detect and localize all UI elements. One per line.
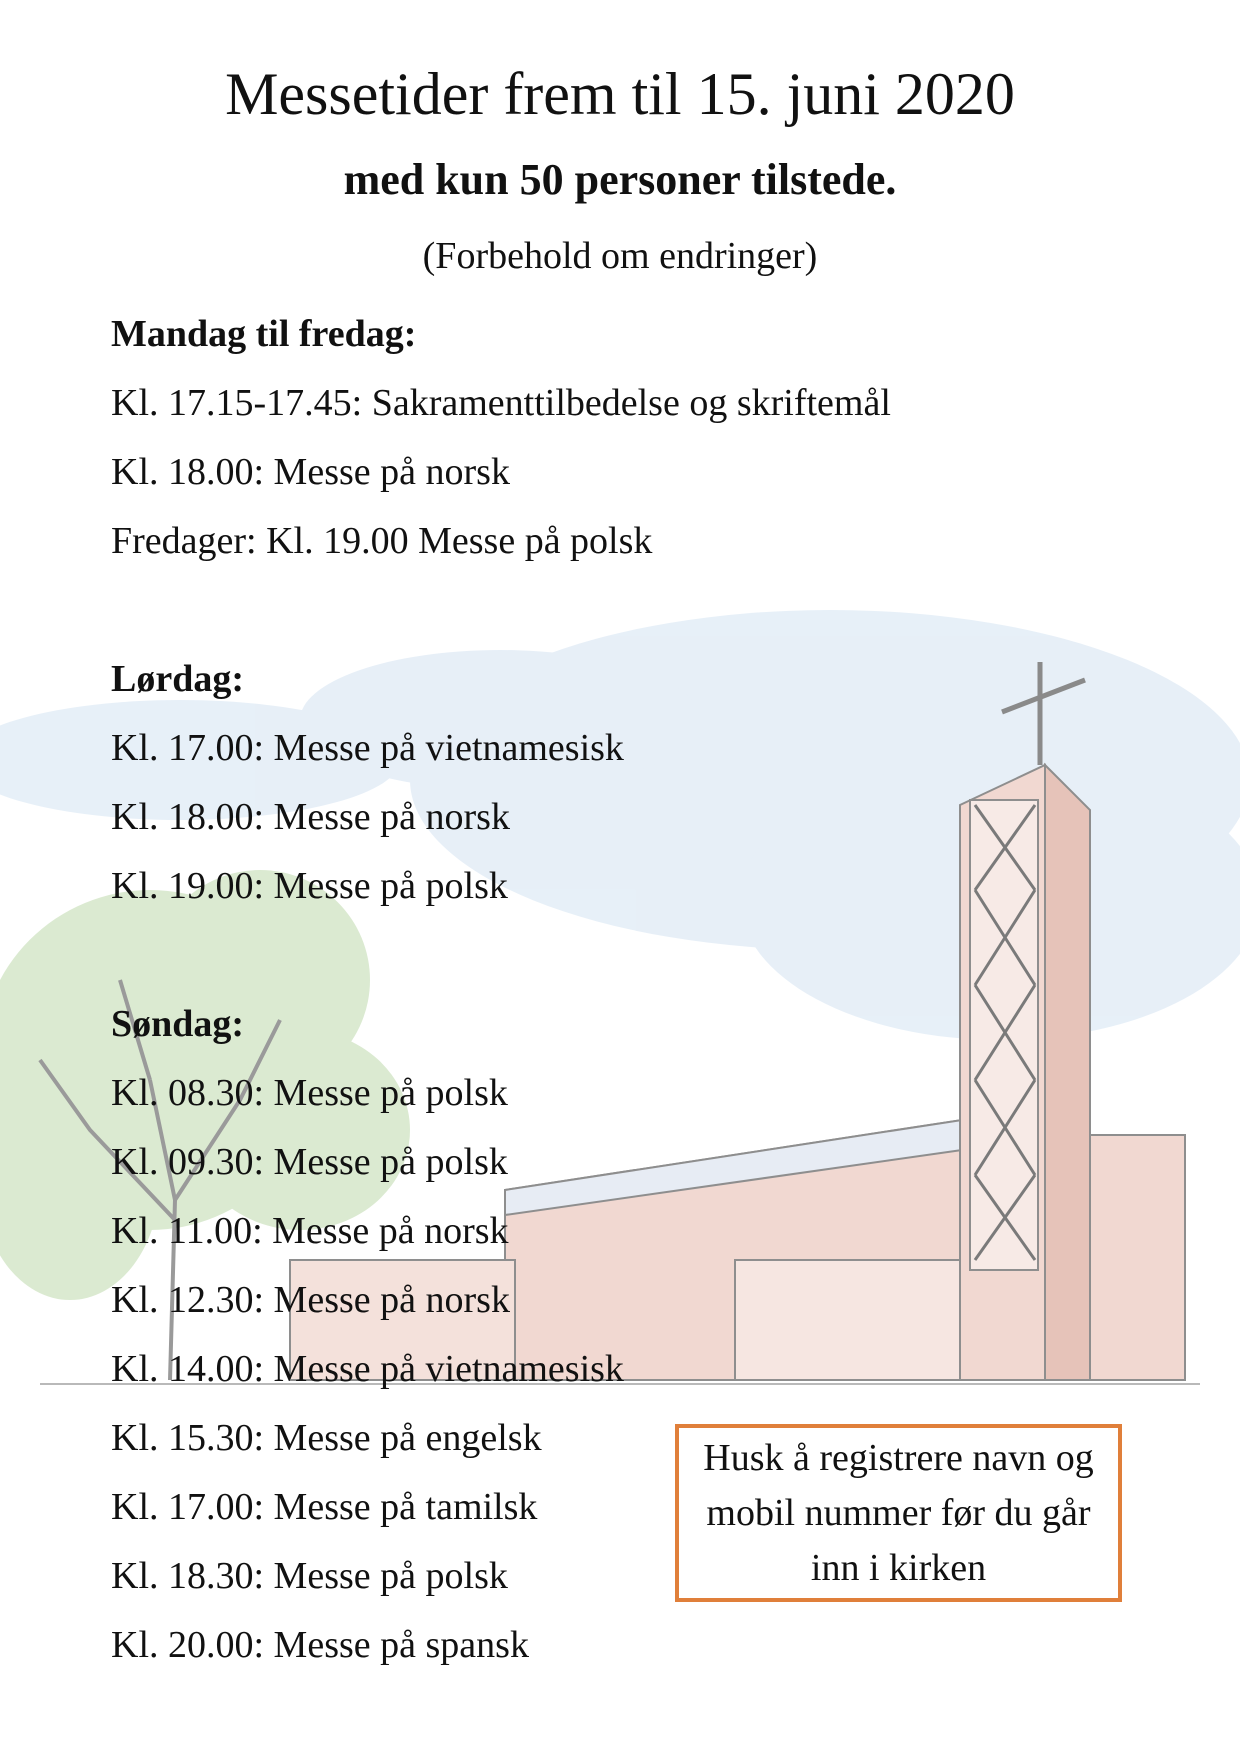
section-spacer bbox=[111, 931, 1011, 1000]
page-subtitle: med kun 50 personer tilstede. bbox=[343, 155, 897, 204]
schedule-line: Kl. 18.00: Messe på norsk bbox=[111, 451, 510, 493]
registration-reminder-text: Husk å registrere navn og mobil nummer før du går inn i kirken bbox=[703, 1436, 1094, 1589]
weekday-heading: Mandag til fredag: bbox=[111, 313, 417, 355]
schedule-line: Kl. 12.30: Messe på norsk bbox=[111, 1279, 510, 1321]
schedule-line: Kl. 17.00: Messe på vietnamesisk bbox=[111, 727, 624, 769]
changes-note: (Forbehold om endringer) bbox=[422, 235, 818, 277]
sunday-heading: Søndag: bbox=[111, 1003, 245, 1045]
schedule-line: Kl. 14.00: Messe på vietnamesisk bbox=[111, 1348, 624, 1390]
schedule-line: Kl. 08.30: Messe på polsk bbox=[111, 1072, 508, 1114]
schedule-line: Kl. 15.30: Messe på engelsk bbox=[111, 1417, 542, 1459]
schedule-line: Kl. 18.00: Messe på norsk bbox=[111, 796, 510, 838]
schedule-line: Kl. 17.15-17.45: Sakramenttilbedelse og skriftemål bbox=[111, 382, 891, 424]
schedule-line: Kl. 09.30: Messe på polsk bbox=[111, 1141, 508, 1183]
schedule-line: Kl. 20.00: Messe på spansk bbox=[111, 1624, 529, 1666]
schedule-line: Kl. 11.00: Messe på norsk bbox=[111, 1210, 509, 1252]
page-title: Messetider frem til 15. juni 2020 bbox=[225, 61, 1015, 127]
section-spacer bbox=[111, 586, 1011, 655]
schedule-line: Kl. 18.30: Messe på polsk bbox=[111, 1555, 508, 1597]
registration-reminder-box bbox=[675, 1424, 1122, 1602]
schedule-line: Kl. 19.00: Messe på polsk bbox=[111, 865, 508, 907]
church-side-block bbox=[1085, 1135, 1185, 1380]
schedule-line: Fredager: Kl. 19.00 Messe på polsk bbox=[111, 520, 653, 562]
saturday-heading: Lørdag: bbox=[111, 658, 244, 700]
schedule-line: Kl. 17.00: Messe på tamilsk bbox=[111, 1486, 538, 1528]
